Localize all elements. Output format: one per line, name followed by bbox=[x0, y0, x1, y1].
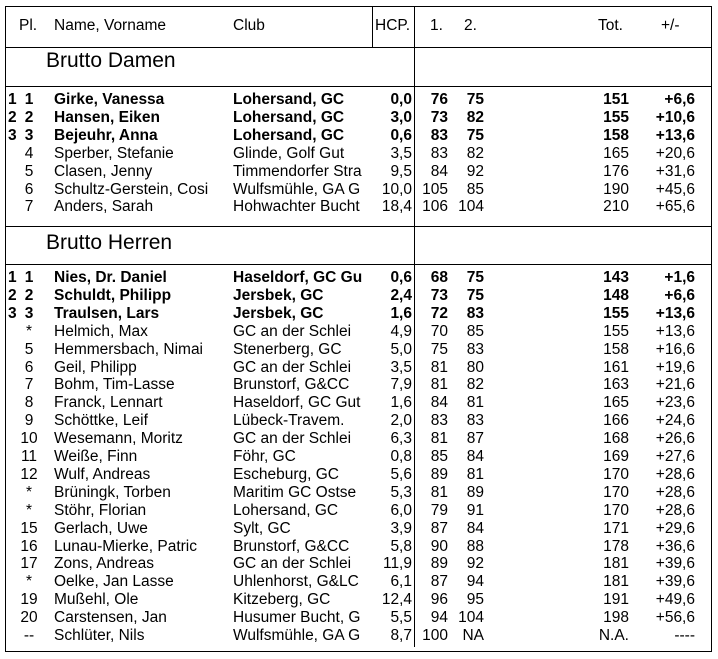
cell-r1: 75 bbox=[430, 340, 448, 358]
cell-club: GC an der Schlei bbox=[233, 322, 352, 340]
cell-pm: +26,6 bbox=[655, 430, 695, 448]
cell-r2: 88 bbox=[466, 537, 484, 555]
cell-r2: 91 bbox=[466, 501, 484, 519]
cell-club: Brunstorf, G&CC bbox=[233, 537, 350, 555]
cell-pl: 8 bbox=[24, 394, 34, 412]
cell-name: Zons, Andreas bbox=[54, 555, 154, 573]
cell-club: Jersbek, GC bbox=[233, 286, 324, 304]
cell-name: Hemmersbach, Nimai bbox=[54, 340, 204, 358]
cell-pl: 5 bbox=[24, 162, 34, 180]
cell-name: Wesemann, Moritz bbox=[54, 430, 183, 448]
cell-pl: 6 bbox=[24, 180, 34, 198]
cell-hcp: 5,3 bbox=[390, 483, 412, 501]
cell-pm: +20,6 bbox=[655, 144, 695, 162]
cell-tot: 178 bbox=[603, 537, 629, 555]
cell-r2: 85 bbox=[466, 180, 484, 198]
cell-pm: +19,6 bbox=[655, 358, 695, 376]
cell-hcp: 0,0 bbox=[390, 91, 412, 108]
cell-hcp: 10,0 bbox=[381, 180, 412, 198]
cell-pm: +56,6 bbox=[655, 609, 695, 627]
cell-r2: 75 bbox=[466, 91, 484, 108]
cell-pm: +21,6 bbox=[655, 376, 695, 394]
cell-club: Husumer Bucht, G bbox=[233, 609, 361, 627]
cell-r1: 89 bbox=[430, 555, 448, 573]
table-header bbox=[6, 7, 711, 48]
cell-r2: 104 bbox=[458, 198, 484, 216]
section-separator bbox=[6, 264, 711, 265]
cell-hcp: 5,8 bbox=[390, 537, 412, 555]
cell-pl: 6 bbox=[24, 358, 34, 376]
cell-tot: 151 bbox=[603, 91, 629, 108]
cell-r2: 81 bbox=[466, 465, 484, 483]
cell-pm: +13,6 bbox=[655, 126, 695, 144]
cell-tot: 143 bbox=[603, 269, 629, 286]
cell-pl: 10 bbox=[20, 430, 38, 448]
cell-club: Kitzeberg, GC bbox=[233, 591, 331, 609]
cell-rk: 1 bbox=[8, 269, 17, 286]
column-divider bbox=[372, 7, 373, 47]
table-row bbox=[6, 538, 711, 556]
cell-pm: +28,6 bbox=[655, 501, 695, 519]
cell-pl: * bbox=[25, 573, 33, 591]
cell-r1: 100 bbox=[422, 627, 448, 644]
cell-tot: 198 bbox=[603, 609, 629, 627]
cell-name: Bejeuhr, Anna bbox=[54, 126, 158, 144]
cell-rk: 3 bbox=[8, 126, 17, 144]
cell-pm: +45,6 bbox=[655, 180, 695, 198]
table-row bbox=[6, 163, 711, 181]
cell-tot: 170 bbox=[603, 465, 629, 483]
cell-hcp: 0,6 bbox=[390, 126, 412, 144]
cell-r2: 94 bbox=[466, 573, 484, 591]
cell-pl: 1 bbox=[24, 269, 34, 286]
cell-tot: N.A. bbox=[598, 627, 629, 644]
cell-pm: +28,6 bbox=[655, 465, 695, 483]
cell-club: Stenerberg, GC bbox=[233, 340, 342, 358]
cell-r2: 84 bbox=[466, 519, 484, 537]
cell-r1: 85 bbox=[430, 448, 448, 465]
cell-rk: 2 bbox=[8, 286, 17, 304]
section-title: Brutto Damen bbox=[46, 49, 176, 72]
header-pm: +/- bbox=[661, 17, 680, 34]
cell-hcp: 3,5 bbox=[390, 144, 412, 162]
cell-tot: 155 bbox=[603, 322, 629, 340]
cell-pl: 3 bbox=[24, 304, 34, 322]
cell-pm: +1,6 bbox=[664, 269, 695, 286]
cell-pl: 20 bbox=[20, 609, 38, 627]
cell-club: Föhr, GC bbox=[233, 448, 296, 465]
table-row bbox=[6, 305, 711, 323]
cell-name: Sperber, Stefanie bbox=[54, 144, 174, 162]
cell-pm: +27,6 bbox=[655, 448, 695, 465]
cell-club: Haseldorf, GC Gut bbox=[233, 394, 361, 412]
cell-r1: 68 bbox=[430, 269, 448, 286]
header-r1: 1. bbox=[430, 17, 443, 34]
cell-pl: 7 bbox=[24, 376, 34, 394]
header-name: Name, Vorname bbox=[54, 17, 166, 34]
header-tot: Tot. bbox=[598, 17, 623, 34]
cell-pm: +31,6 bbox=[655, 162, 695, 180]
table-row bbox=[6, 198, 711, 216]
cell-pl: 2 bbox=[24, 286, 34, 304]
cell-hcp: 6,3 bbox=[390, 430, 412, 448]
cell-tot: 158 bbox=[603, 126, 629, 144]
table-row bbox=[6, 484, 711, 502]
cell-r2: 82 bbox=[466, 144, 484, 162]
cell-name: Bohm, Tim-Lasse bbox=[54, 376, 175, 394]
cell-name: Schöttke, Leif bbox=[54, 412, 148, 430]
cell-club: Lohersand, GC bbox=[233, 501, 339, 519]
cell-r2: 83 bbox=[466, 340, 484, 358]
cell-pm: +6,6 bbox=[664, 286, 695, 304]
header-pl: Pl. bbox=[19, 17, 38, 34]
cell-r2: 75 bbox=[466, 269, 484, 286]
cell-hcp: 3,9 bbox=[390, 519, 412, 537]
table-row bbox=[6, 127, 711, 145]
cell-tot: 168 bbox=[603, 430, 629, 448]
cell-hcp: 4,9 bbox=[390, 322, 412, 340]
cell-pl: 9 bbox=[24, 412, 34, 430]
cell-name: Lunau-Mierke, Patric bbox=[54, 537, 198, 555]
cell-r2: 80 bbox=[466, 358, 484, 376]
cell-tot: 170 bbox=[603, 501, 629, 519]
cell-tot: 158 bbox=[603, 340, 629, 358]
cell-r1: 105 bbox=[422, 180, 448, 198]
cell-r1: 94 bbox=[430, 609, 448, 627]
table-row bbox=[6, 341, 711, 359]
cell-club: Lohersand, GC bbox=[233, 91, 345, 108]
table-row bbox=[6, 520, 711, 538]
cell-r1: 84 bbox=[430, 162, 448, 180]
cell-pm: +39,6 bbox=[655, 573, 695, 591]
cell-pm: +65,6 bbox=[655, 198, 695, 216]
cell-r2: 85 bbox=[466, 322, 484, 340]
cell-club: Jersbek, GC bbox=[233, 304, 324, 322]
cell-hcp: 3,0 bbox=[390, 108, 412, 126]
cell-hcp: 12,4 bbox=[381, 591, 412, 609]
cell-club: Brunstorf, G&CC bbox=[233, 376, 350, 394]
cell-club: Uhlenhorst, G&LC bbox=[233, 573, 359, 591]
cell-r1: 87 bbox=[430, 573, 448, 591]
cell-name: Stöhr, Florian bbox=[54, 501, 147, 519]
cell-tot: 169 bbox=[603, 448, 629, 465]
cell-rk: 1 bbox=[8, 91, 17, 108]
cell-r1: 81 bbox=[430, 358, 448, 376]
table-row bbox=[6, 555, 711, 573]
table-row bbox=[6, 412, 711, 430]
cell-tot: 148 bbox=[603, 286, 629, 304]
header-hcp: HCP. bbox=[375, 17, 411, 34]
cell-tot: 210 bbox=[603, 198, 629, 216]
cell-pl: 4 bbox=[24, 144, 34, 162]
cell-name: Wulf, Andreas bbox=[54, 465, 151, 483]
cell-hcp: 9,5 bbox=[390, 162, 412, 180]
cell-hcp: 1,6 bbox=[390, 304, 412, 322]
cell-hcp: 18,4 bbox=[381, 198, 412, 216]
header-club: Club bbox=[233, 17, 265, 34]
cell-name: Girke, Vanessa bbox=[54, 91, 165, 108]
cell-r1: 73 bbox=[430, 108, 448, 126]
cell-pl: 2 bbox=[24, 108, 34, 126]
cell-rk: 3 bbox=[8, 304, 17, 322]
cell-name: Schuldt, Philipp bbox=[54, 286, 172, 304]
cell-r1: 89 bbox=[430, 465, 448, 483]
cell-name: Helmich, Max bbox=[54, 322, 148, 340]
cell-club: Wulfsmühle, GA G bbox=[233, 627, 361, 644]
cell-r2: 83 bbox=[466, 304, 484, 322]
cell-tot: 190 bbox=[603, 180, 629, 198]
cell-r2: 95 bbox=[466, 591, 484, 609]
cell-pm: +16,6 bbox=[655, 340, 695, 358]
cell-name: Carstensen, Jan bbox=[54, 609, 167, 627]
cell-name: Clasen, Jenny bbox=[54, 162, 153, 180]
cell-pl: 7 bbox=[24, 198, 34, 216]
cell-hcp: 8,7 bbox=[390, 627, 412, 644]
cell-hcp: 0,8 bbox=[390, 448, 412, 465]
cell-pl: 3 bbox=[24, 126, 34, 144]
cell-name: Oelke, Jan Lasse bbox=[54, 573, 174, 591]
cell-r2: 83 bbox=[466, 412, 484, 430]
cell-r1: 81 bbox=[430, 483, 448, 501]
cell-pm: +6,6 bbox=[664, 91, 695, 108]
cell-r1: 79 bbox=[430, 501, 448, 519]
cell-tot: 176 bbox=[603, 162, 629, 180]
cell-tot: 165 bbox=[603, 394, 629, 412]
cell-tot: 171 bbox=[603, 519, 629, 537]
cell-r2: 104 bbox=[458, 609, 484, 627]
cell-r2: 87 bbox=[466, 430, 484, 448]
cell-club: Lohersand, GC bbox=[233, 126, 345, 144]
cell-r2: 81 bbox=[466, 394, 484, 412]
cell-r2: 92 bbox=[466, 555, 484, 573]
cell-pm: +24,6 bbox=[655, 412, 695, 430]
cell-club: Wulfsmühle, GA G bbox=[233, 180, 361, 198]
cell-tot: 181 bbox=[603, 573, 629, 591]
cell-r1: 70 bbox=[430, 322, 448, 340]
table-row bbox=[6, 591, 711, 609]
table-row bbox=[6, 573, 711, 591]
cell-pl: 17 bbox=[20, 555, 38, 573]
cell-r1: 73 bbox=[430, 286, 448, 304]
cell-r1: 87 bbox=[430, 519, 448, 537]
cell-pm: +23,6 bbox=[655, 394, 695, 412]
cell-hcp: 5,6 bbox=[390, 465, 412, 483]
cell-r2: NA bbox=[462, 627, 484, 644]
table-row bbox=[6, 323, 711, 341]
table-row bbox=[6, 394, 711, 412]
cell-tot: 170 bbox=[603, 483, 629, 501]
section-separator bbox=[6, 86, 711, 87]
cell-tot: 191 bbox=[603, 591, 629, 609]
cell-name: Franck, Lennart bbox=[54, 394, 163, 412]
table-row bbox=[6, 181, 711, 199]
cell-hcp: 6,1 bbox=[390, 573, 412, 591]
table-row bbox=[6, 430, 711, 448]
table-row bbox=[6, 269, 711, 287]
cell-pl: 12 bbox=[20, 465, 38, 483]
cell-pm: +13,6 bbox=[655, 304, 695, 322]
cell-r1: 76 bbox=[430, 91, 448, 108]
cell-hcp: 6,0 bbox=[390, 501, 412, 519]
table-row bbox=[6, 502, 711, 520]
cell-r2: 92 bbox=[466, 162, 484, 180]
cell-r2: 89 bbox=[466, 483, 484, 501]
cell-pm: +39,6 bbox=[655, 555, 695, 573]
cell-pl: -- bbox=[23, 627, 35, 644]
cell-name: Schlüter, Nils bbox=[54, 627, 145, 644]
cell-name: Nies, Dr. Daniel bbox=[54, 269, 167, 286]
cell-pl: 1 bbox=[24, 91, 34, 108]
cell-club: Maritim GC Ostse bbox=[233, 483, 357, 501]
cell-pm: +36,6 bbox=[655, 537, 695, 555]
table-row bbox=[6, 91, 711, 109]
section-title: Brutto Herren bbox=[46, 231, 173, 254]
cell-club: GC an der Schlei bbox=[233, 430, 352, 448]
cell-r1: 72 bbox=[430, 304, 448, 322]
cell-club: Glinde, Golf Gut bbox=[233, 144, 345, 162]
cell-pl: 16 bbox=[20, 537, 38, 555]
cell-hcp: 5,5 bbox=[390, 609, 412, 627]
cell-club: Lübeck-Travem. bbox=[233, 412, 345, 430]
cell-pl: 15 bbox=[20, 519, 38, 537]
cell-pm: +29,6 bbox=[655, 519, 695, 537]
cell-hcp: 5,0 bbox=[390, 340, 412, 358]
results-table bbox=[5, 6, 712, 652]
table-row bbox=[6, 609, 711, 627]
cell-pl: * bbox=[25, 483, 33, 501]
cell-hcp: 1,6 bbox=[390, 394, 412, 412]
cell-r2: 75 bbox=[466, 286, 484, 304]
cell-r2: 82 bbox=[466, 108, 484, 126]
cell-r2: 75 bbox=[466, 126, 484, 144]
cell-r1: 81 bbox=[430, 430, 448, 448]
cell-r1: 83 bbox=[430, 144, 448, 162]
cell-hcp: 3,5 bbox=[390, 358, 412, 376]
table-row bbox=[6, 359, 711, 377]
cell-hcp: 2,4 bbox=[390, 286, 412, 304]
cell-hcp: 0,6 bbox=[390, 269, 412, 286]
cell-pm: +49,6 bbox=[655, 591, 695, 609]
cell-pl: * bbox=[25, 501, 33, 519]
cell-r1: 81 bbox=[430, 376, 448, 394]
table-row bbox=[6, 287, 711, 305]
cell-name: Mußehl, Ole bbox=[54, 591, 139, 609]
cell-pm: +10,6 bbox=[655, 108, 695, 126]
cell-name: Schultz-Gerstein, Cosi bbox=[54, 180, 209, 198]
table-row bbox=[6, 109, 711, 127]
cell-pl: * bbox=[25, 322, 33, 340]
cell-rk: 2 bbox=[8, 108, 17, 126]
cell-r1: 96 bbox=[430, 591, 448, 609]
cell-club: Haseldorf, GC Gu bbox=[233, 269, 363, 286]
cell-name: Brüningk, Torben bbox=[54, 483, 171, 501]
cell-hcp: 11,9 bbox=[382, 555, 412, 573]
cell-r1: 106 bbox=[422, 198, 448, 216]
cell-club: Timmendorfer Stra bbox=[233, 162, 362, 180]
cell-r2: 82 bbox=[466, 376, 484, 394]
cell-pl: 5 bbox=[24, 340, 34, 358]
cell-pl: 11 bbox=[20, 448, 38, 465]
cell-name: Hansen, Eiken bbox=[54, 108, 160, 126]
table-row bbox=[6, 376, 711, 394]
cell-tot: 155 bbox=[603, 304, 629, 322]
table-row bbox=[6, 145, 711, 163]
cell-club: Hohwachter Bucht bbox=[233, 198, 360, 216]
cell-club: Lohersand, GC bbox=[233, 108, 345, 126]
cell-name: Gerlach, Uwe bbox=[54, 519, 148, 537]
cell-pm: +13,6 bbox=[655, 322, 695, 340]
cell-r1: 90 bbox=[430, 537, 448, 555]
cell-r2: 84 bbox=[466, 448, 484, 465]
table-row bbox=[6, 466, 711, 484]
cell-r1: 83 bbox=[430, 412, 448, 430]
cell-tot: 165 bbox=[603, 144, 629, 162]
table-row bbox=[6, 448, 711, 466]
section-separator bbox=[6, 226, 711, 227]
cell-tot: 166 bbox=[603, 412, 629, 430]
cell-tot: 163 bbox=[603, 376, 629, 394]
cell-hcp: 7,9 bbox=[390, 376, 412, 394]
cell-name: Geil, Philipp bbox=[54, 358, 137, 376]
cell-name: Weiße, Finn bbox=[54, 448, 138, 465]
cell-club: GC an der Schlei bbox=[233, 555, 352, 573]
cell-pl: 19 bbox=[20, 591, 38, 609]
cell-name: Traulsen, Lars bbox=[54, 304, 160, 322]
cell-tot: 155 bbox=[603, 108, 629, 126]
cell-club: GC an der Schlei bbox=[233, 358, 352, 376]
table-row bbox=[6, 627, 711, 645]
cell-pm: ---- bbox=[674, 627, 695, 644]
cell-tot: 161 bbox=[603, 358, 629, 376]
cell-pm: +28,6 bbox=[655, 483, 695, 501]
cell-club: Sylt, GC bbox=[233, 519, 291, 537]
cell-r1: 84 bbox=[430, 394, 448, 412]
cell-name: Anders, Sarah bbox=[54, 198, 154, 216]
cell-tot: 181 bbox=[603, 555, 629, 573]
cell-hcp: 2,0 bbox=[390, 412, 412, 430]
cell-club: Escheburg, GC bbox=[233, 465, 339, 483]
cell-r1: 83 bbox=[430, 126, 448, 144]
header-r2: 2. bbox=[464, 17, 477, 34]
